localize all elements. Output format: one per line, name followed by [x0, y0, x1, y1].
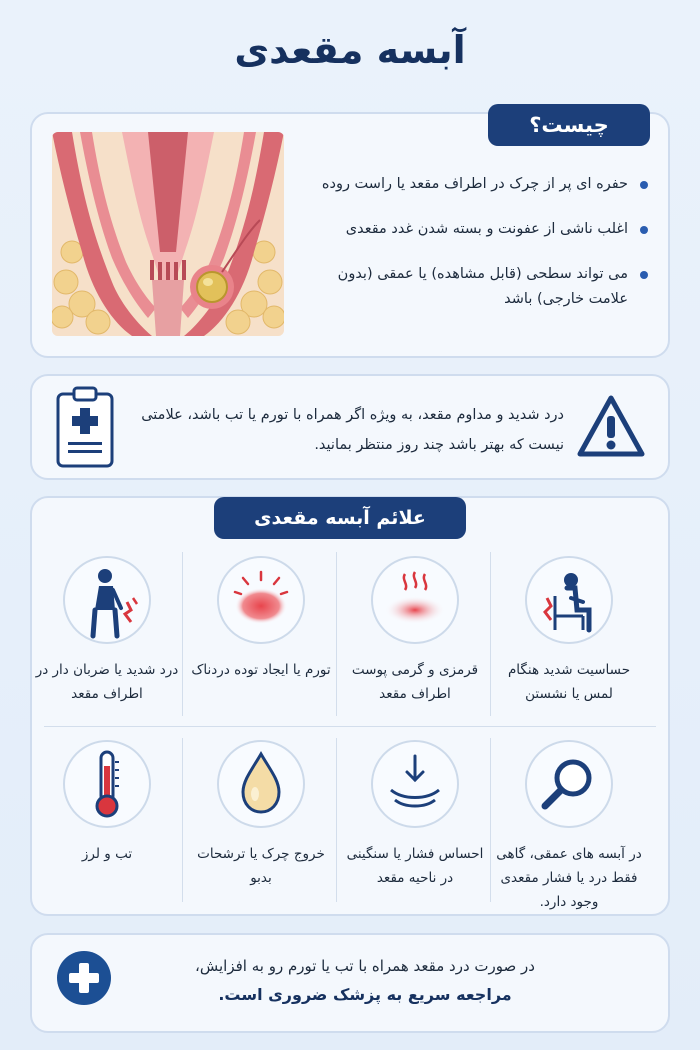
symptom-label: درد شدید یا ضربان دار در اطراف مقعد — [35, 662, 179, 702]
what-is-it-heading: چیست؟ — [488, 104, 650, 146]
symptom-label: قرمزی و گرمی پوست اطراف مقعد — [351, 662, 479, 702]
symptom-pressure — [340, 740, 490, 890]
alert-line-2: مراجعه سریع به پزشک ضروری است. — [218, 985, 512, 1004]
symptom-swelling — [186, 556, 336, 682]
symptom-discharge — [186, 740, 336, 890]
symptom-fever — [32, 740, 182, 866]
clipboard-medical-icon — [54, 386, 116, 468]
symptom-label: احساس فشار یا سنگینی در ناحیه مقعد — [346, 846, 484, 886]
divider — [182, 552, 183, 716]
what-is-it-list — [308, 172, 648, 332]
symptom-label: حساسیت شدید هنگام لمس یا نشستن — [507, 662, 631, 702]
what-bullet-text: می تواند سطحی (قابل مشاهده) یا عمقی (بدون علامت خارجی) باشد — [337, 266, 628, 307]
bullet-dot-icon — [640, 226, 648, 234]
warning-triangle-icon — [576, 394, 646, 458]
anatomy-illustration — [52, 132, 284, 336]
pain-person-icon — [63, 556, 151, 644]
sitting-person-icon — [525, 556, 613, 644]
symptom-tenderness — [494, 556, 644, 706]
symptom-deep-abscess — [494, 740, 644, 914]
divider — [182, 738, 183, 902]
divider — [336, 738, 337, 902]
magnifier-icon — [525, 740, 613, 828]
drop-icon — [217, 740, 305, 828]
what-bullet-text: حفره ای پر از چرک در اطراف مقعد یا راست روده — [321, 176, 628, 192]
pressure-arrow-icon — [371, 740, 459, 828]
symptom-label: خروج چرک یا ترشحات بدبو — [197, 846, 325, 886]
bullet-dot-icon — [640, 271, 648, 279]
symptom-label: در آبسه های عمقی، گاهی فقط درد یا فشار مقعدی وجود دارد. — [496, 846, 642, 910]
symptoms-heading: علائم آبسه مقعدی — [214, 497, 466, 539]
swelling-lump-icon — [217, 556, 305, 644]
medical-plus-icon — [56, 950, 112, 1006]
what-bullet-1 — [308, 172, 648, 197]
thermometer-icon — [63, 740, 151, 828]
alert-text — [130, 952, 600, 1010]
divider — [44, 726, 656, 727]
heat-redness-icon — [371, 556, 459, 644]
alert-line-1: در صورت درد مقعد همراه با تب یا تورم رو به افزایش، — [195, 957, 535, 975]
symptom-pain — [32, 556, 182, 706]
divider — [490, 738, 491, 902]
divider — [490, 552, 491, 716]
warning-text: درد شدید و مداوم مقعد، به ویژه اگر همراه با تورم یا تب باشد، علامتی نیست که بهتر باشد چند روز منتظر بمانید. — [141, 407, 564, 453]
what-bullet-3 — [308, 262, 648, 312]
what-bullet-text: اغلب ناشی از عفونت و بسته شدن غدد مقعدی — [345, 221, 628, 237]
page-title: آبسه مقعدی — [234, 28, 466, 72]
divider — [336, 552, 337, 716]
what-bullet-2 — [308, 217, 648, 242]
symptom-label: تورم یا ایجاد توده دردناک — [191, 662, 331, 678]
bullet-dot-icon — [640, 181, 648, 189]
symptom-label: تب و لرز — [81, 846, 133, 862]
symptom-redness — [340, 556, 490, 706]
